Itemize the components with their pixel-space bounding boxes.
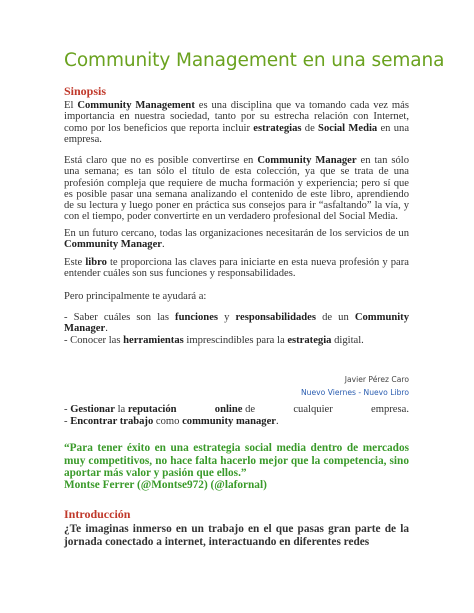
- sinopsis-heading: Sinopsis: [64, 84, 107, 98]
- sinopsis-paragraph-3: En un futuro cercano, todas las organizaciones necesitarán de los servicios de un Community Manager.: [64, 228, 409, 251]
- list-item-functions: - Saber cuáles son las funciones y responsabilidades de un Community Manager.: [64, 312, 410, 335]
- quote-author: Montse Ferrer (@Montse972) (@lafornal): [64, 479, 267, 491]
- sinopsis-paragraph-5: Pero principalmente te ayudará a:: [64, 291, 207, 302]
- list-item-reputation: - Gestionar la reputación online de cualquier empresa.: [64, 404, 409, 415]
- sinopsis-paragraph-4: Este libro te proporciona las claves para iniciarte en esta nueva profesión y para entender cuáles son sus funciones y responsabilidades.: [64, 257, 409, 280]
- list-item-tools: - Conocer las herramientas imprescindibles para la estrategia digital.: [64, 335, 364, 346]
- list-item-find-job: - Encontrar trabajo como community manager.: [64, 416, 279, 427]
- introduccion-text: ¿Te imaginas inmerso en un trabajo en el que pasas gran parte de la jornada conectado a internet, interactuando en diferentes redes: [64, 523, 409, 548]
- sinopsis-paragraph-2: Está claro que no es posible convertirse en Community Manager en tan sólo una semana; es tan sólo el título de esta colección, ya que se trata de una profesión compleja que requiere de mucha formación y experiencia; pero sí que es posible pasar una semana analizando el contenido de este libro, aprendiendo de su lectura y luego poner en práctica sus consejos para ir “asfaltando” la vía, y con el tiempo, poder convertirte en un verdadero profesional del Social Media.: [64, 155, 410, 223]
- sinopsis-paragraph-1: El Community Management es una disciplina que va tomando cada vez más importancia en nuestra sociedad, tanto por su estrecha relación con Internet, como por los beneficios que reporta incluir estrategias de Social Media en una empresa.: [64, 100, 410, 145]
- featured-quote: “Para tener éxito en una estrategia social media dentro de mercados muy competitivos, no hace falta hacerlo mejor que la competencia, sino aportar más valor y pasión que ellos.”: [64, 442, 409, 480]
- document-title: Community Management en una semana: [64, 50, 445, 71]
- publisher-link[interactable]: Nuevo Viernes - Nuevo Libro: [300, 388, 409, 397]
- book-author: Javier Pérez Caro: [344, 375, 409, 384]
- introduccion-heading: Introducción: [64, 507, 131, 521]
